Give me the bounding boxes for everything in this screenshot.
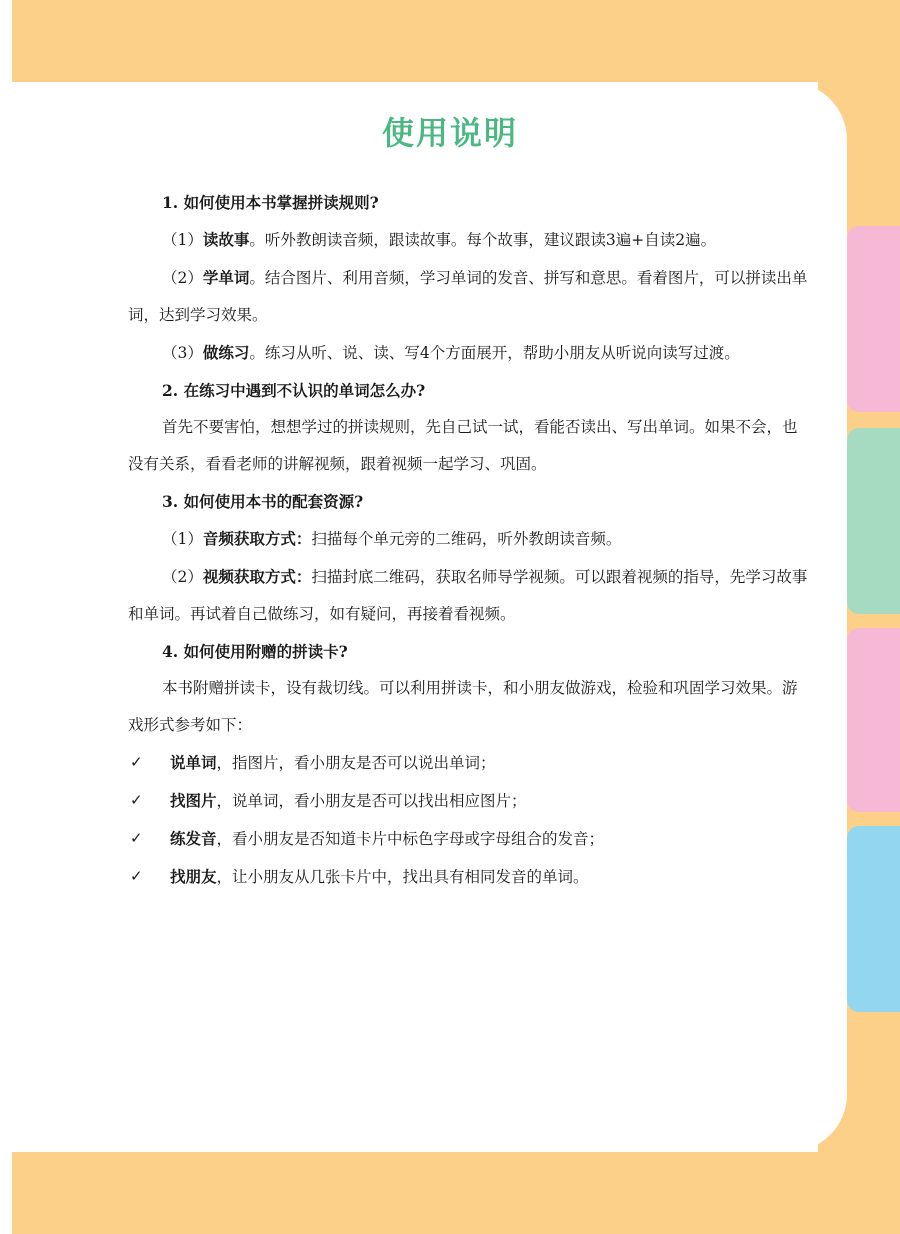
answer-2-paragraph: 首先不要害怕，想想学过的拼读规则，先自己试一试，看能否读出、写出单词。如果不会，也没有关系，看看老师的讲解视频，跟着视频一起学习、巩固。 bbox=[128, 418, 798, 473]
question-3: 3. 如何使用本书的配套资源? bbox=[162, 492, 364, 511]
item-3-1: （1）音频获取方式：扫描每个单元旁的二维码，听外教朗读音频。 bbox=[162, 529, 622, 548]
section-tab-pink-1[interactable] bbox=[847, 226, 900, 412]
item-1-1: （1）读故事。听外教朗读音频，跟读故事。每个故事，建议跟读3遍+自读2遍。 bbox=[162, 230, 717, 249]
check-icon: ✓ bbox=[130, 829, 143, 847]
top-border-band bbox=[0, 0, 900, 82]
check-icon: ✓ bbox=[130, 791, 143, 809]
check-item-say-word: ✓ 说单词，指图片，看小朋友是否可以说出单词； bbox=[128, 744, 808, 782]
check-icon: ✓ bbox=[130, 753, 143, 771]
item-3-2: （2）视频获取方式：扫描封底二维码，获取名师导学视频。可以跟着视频的指导，先学习故事和单词。再试着自己做练习，如有疑问，再接着看视频。 bbox=[128, 567, 808, 623]
check-item-find-picture: ✓ 找图片，说单词，看小朋友是否可以找出相应图片； bbox=[128, 782, 808, 820]
section-tab-green[interactable] bbox=[847, 428, 900, 614]
check-icon: ✓ bbox=[130, 867, 143, 885]
question-2: 2. 在练习中遇到不认识的单词怎么办? bbox=[162, 381, 426, 400]
section-tab-blue[interactable] bbox=[847, 826, 900, 1012]
item-1-2: （2）学单词。结合图片、利用音频，学习单词的发音、拼写和意思。看着图片，可以拼读出单词，达到学习效果。 bbox=[128, 268, 808, 324]
left-margin-strip bbox=[0, 0, 12, 1234]
section-tab-pink-2[interactable] bbox=[847, 628, 900, 812]
answer-4-paragraph: 本书附赠拼读卡，设有裁切线。可以利用拼读卡，和小朋友做游戏，检验和巩固学习效果。游戏形式参考如下： bbox=[128, 679, 798, 734]
check-item-practice-sound: ✓ 练发音，看小朋友是否知道卡片中标色字母或字母组合的发音； bbox=[128, 820, 808, 858]
item-1-3: （3）做练习。练习从听、说、读、写4个方面展开，帮助小朋友从听说向读写过渡。 bbox=[162, 343, 740, 362]
question-1: 1. 如何使用本书掌握拼读规则? bbox=[162, 193, 379, 212]
bottom-border-band bbox=[12, 1152, 900, 1234]
question-4: 4. 如何使用附赠的拼读卡? bbox=[162, 642, 348, 661]
instructions-content bbox=[128, 184, 808, 896]
check-item-find-friend: ✓ 找朋友，让小朋友从几张卡片中，找出具有相同发音的单词。 bbox=[128, 858, 808, 896]
page-title: 使用说明 bbox=[381, 114, 518, 152]
